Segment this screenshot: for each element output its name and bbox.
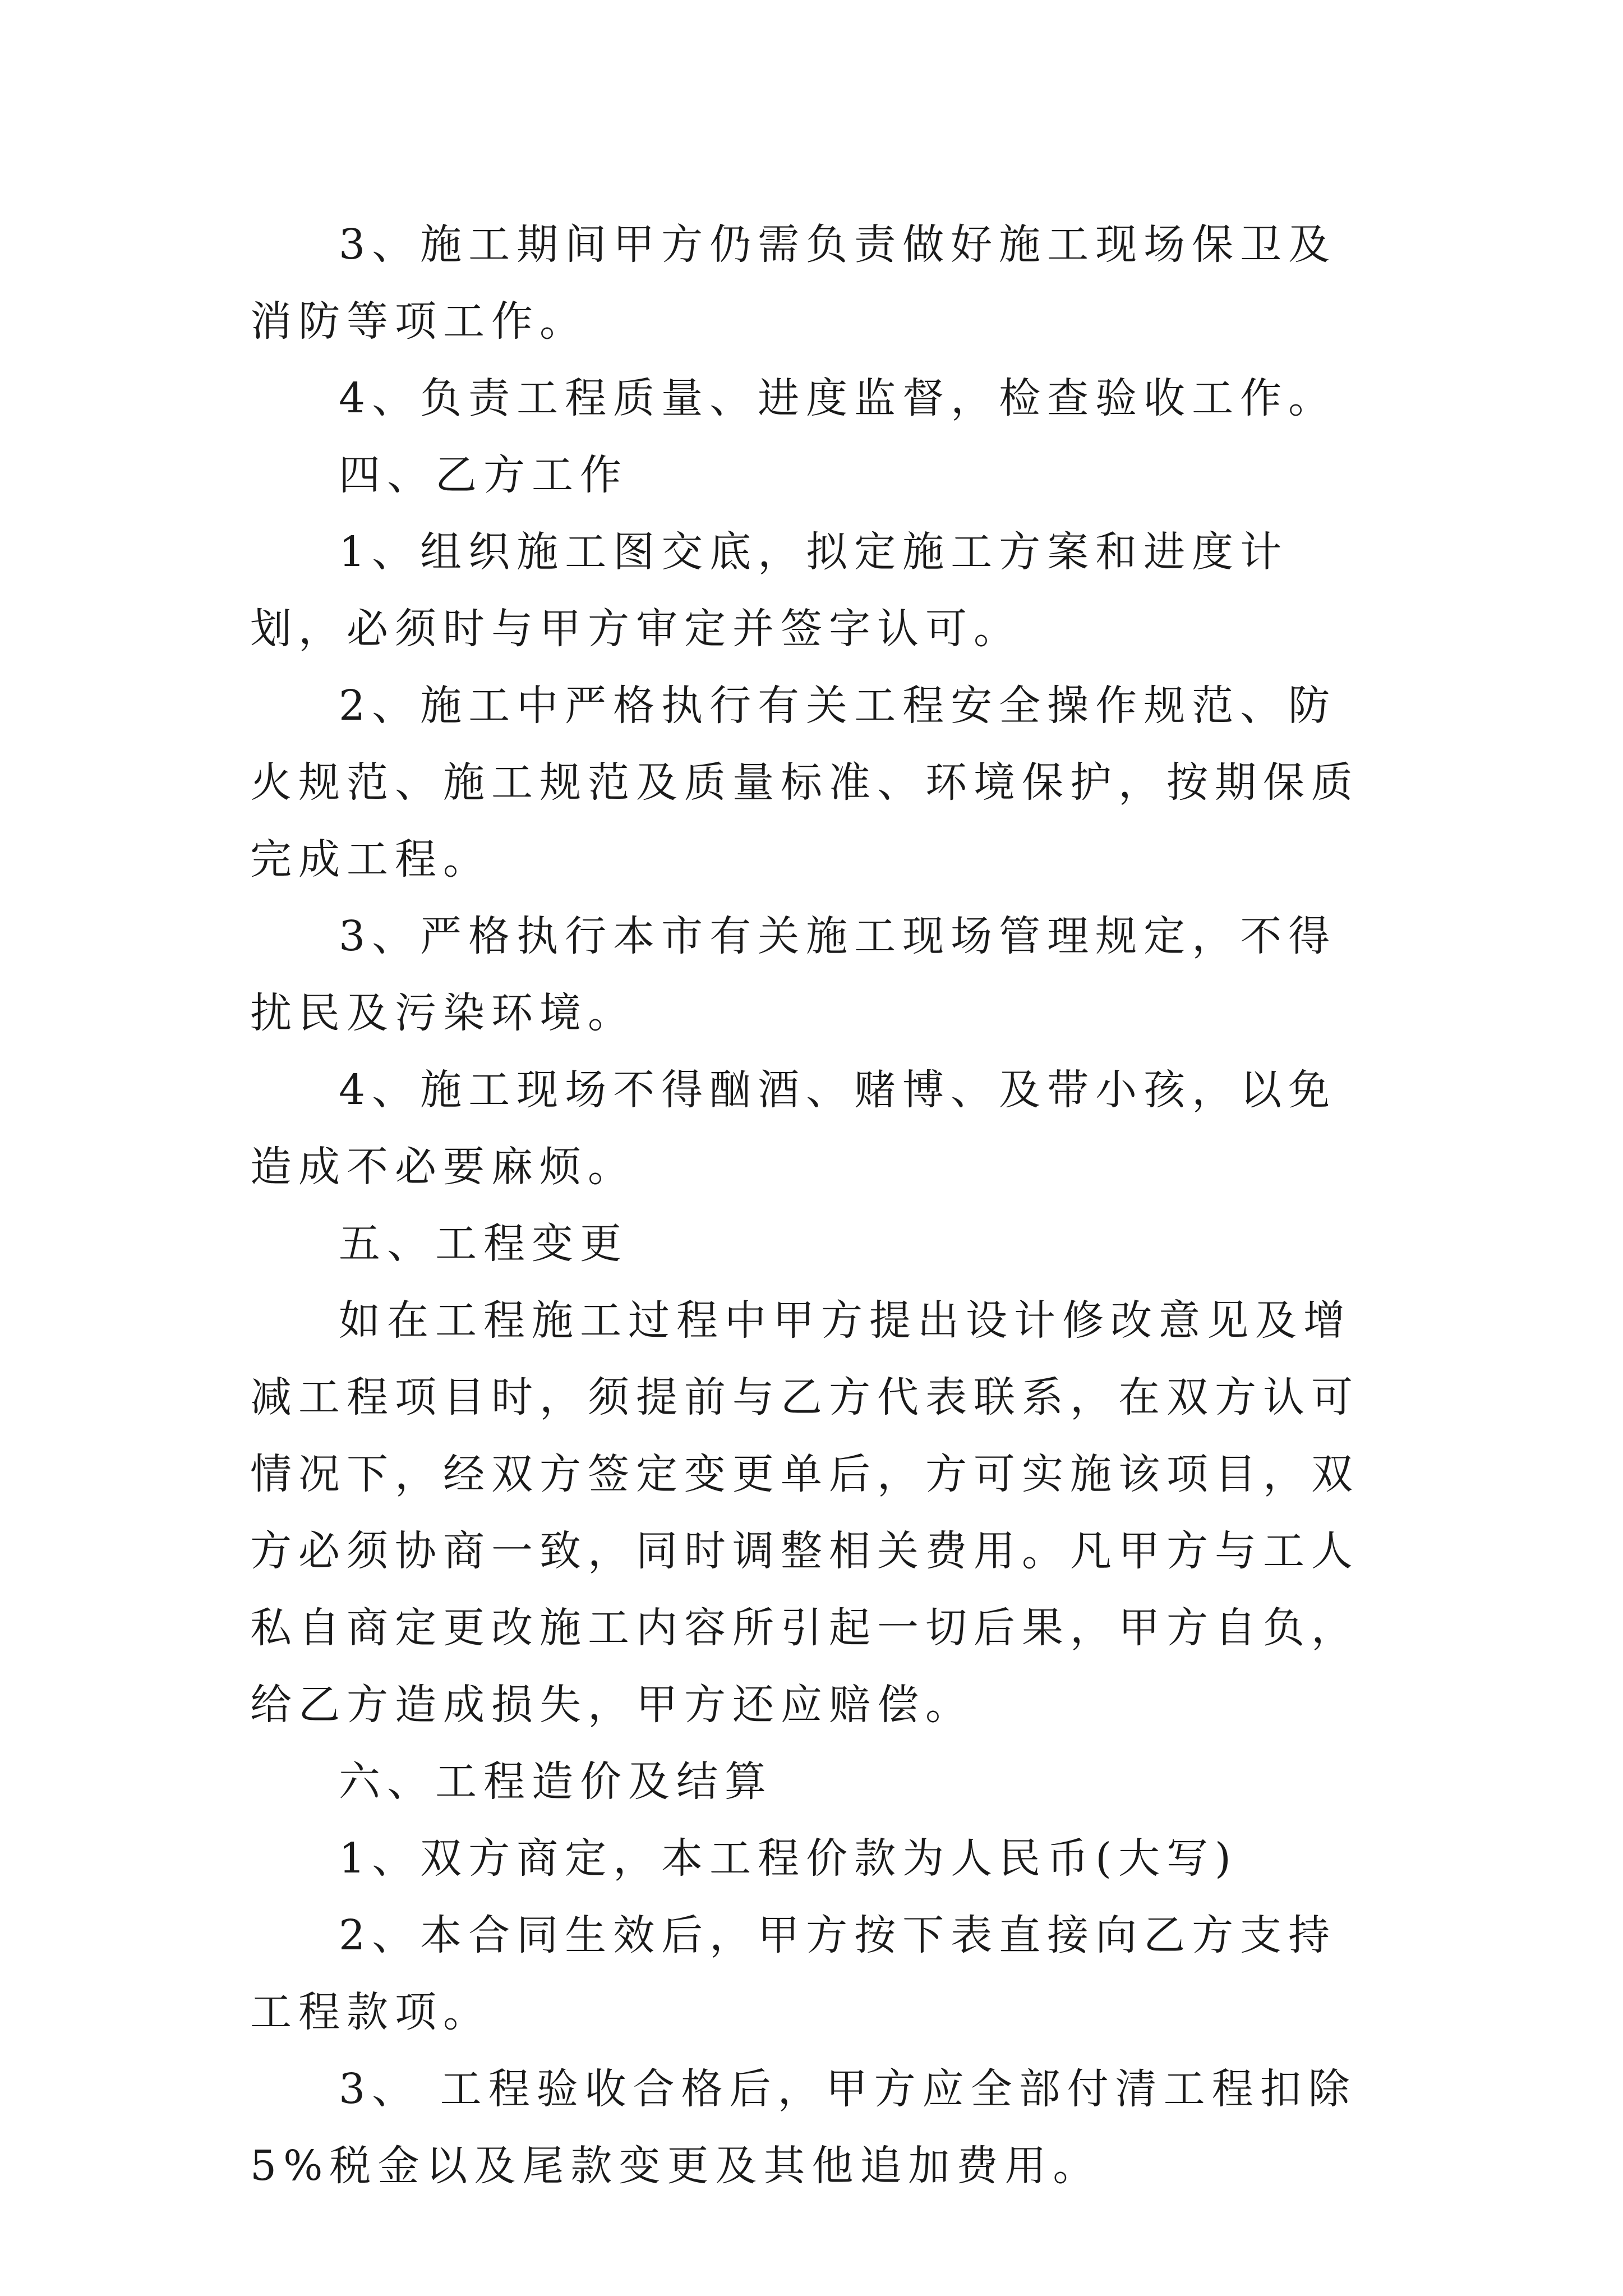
paragraph-3-site-management: 3、严格执行本市有关施工现场管理规定，不得扰民及污染环境。 (250, 912, 1337, 1037)
section-heading-cost-settlement: 六、工程造价及结算 (339, 1757, 773, 1806)
paragraph-3-site-security: 3、施工期间甲方仍需负责做好施工现场保卫及消防等项工作。 (250, 220, 1337, 346)
paragraph-2-safety-standards: 2、施工中严格执行有关工程安全操作规范、防火规范、施工规范及质量标准、环境保护，按期保质完成工程。 (250, 682, 1359, 884)
paragraph-4-quality-supervision: 4、负责工程质量、进度监督，检查验收工作。 (339, 374, 1337, 422)
paragraph-4-site-conduct: 4、施工现场不得酗酒、赌博、及带小孩，以免造成不必要麻烦。 (250, 1066, 1337, 1191)
paragraph-1-construction-plan: 1、组织施工图交底，拟定施工方案和进度计划，必须时与甲方审定并签字认可。 (250, 528, 1289, 653)
document-body (250, 206, 1377, 2205)
paragraph-3-final-payment: 3、 工程验收合格后，甲方应全部付清工程扣除5%税金以及尾款变更及其他追加费用。 (250, 2065, 1357, 2190)
paragraph-2-payment-schedule: 2、本合同生效后，甲方按下表直接向乙方支持工程款项。 (250, 1911, 1337, 2036)
paragraph-1-contract-price: 1、双方商定，本工程价款为人民币(大写) (339, 1834, 1238, 1883)
section-heading-party-b-work: 四、乙方工作 (339, 451, 628, 499)
paragraph-change-procedure: 如在工程施工过程中甲方提出设计修改意见及增减工程项目时，须提前与乙方代表联系，在双方认可情况下，经双方签定变更单后，方可实施该项目，双方必须协商一致，同时调整相关费用。凡甲方与工人私自商定更改施工内容所引起一切后果，甲方自负，给乙方造成损失，甲方还应赔偿。 (250, 1296, 1359, 1729)
section-heading-project-changes: 五、工程变更 (339, 1220, 628, 1268)
